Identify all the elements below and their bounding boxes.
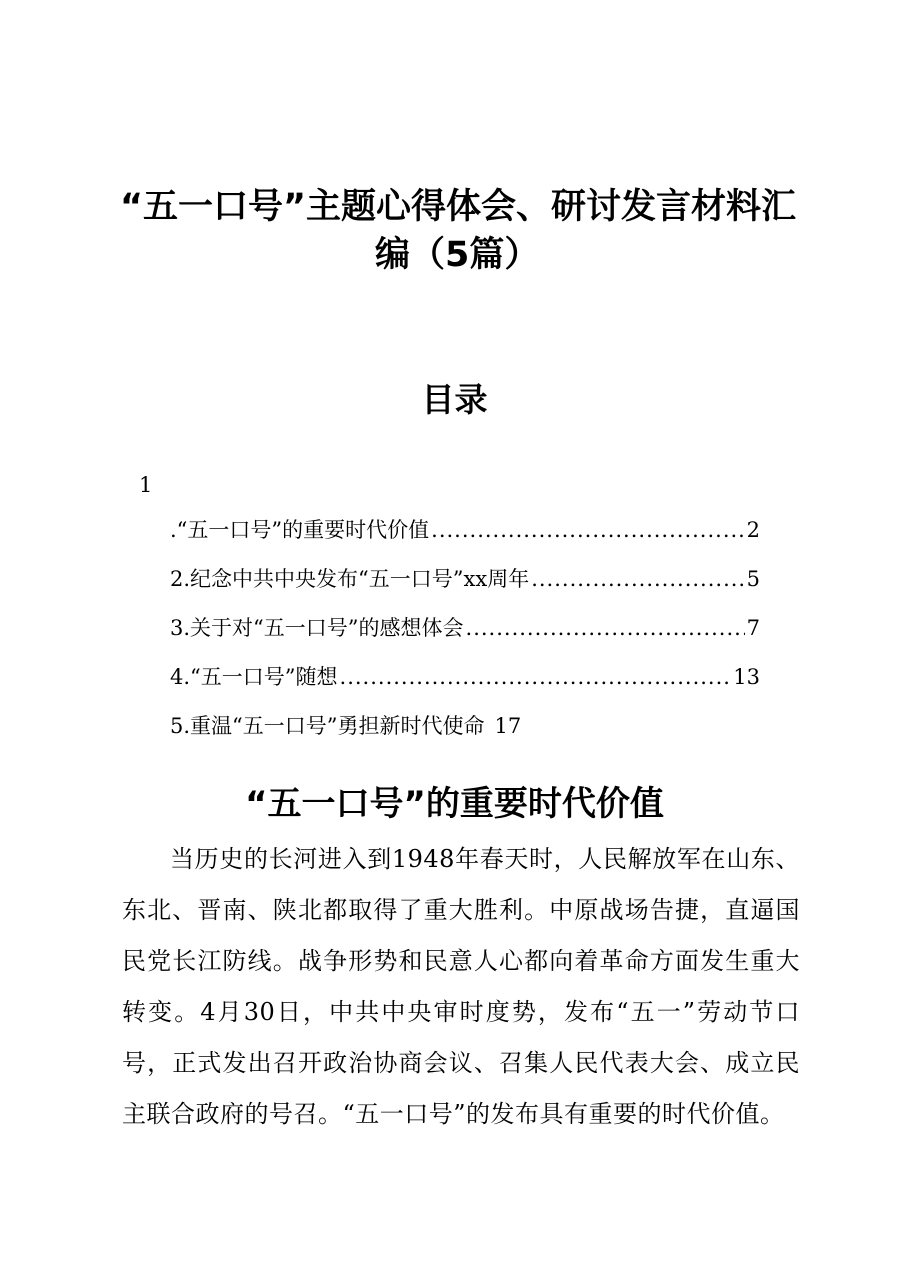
toc-entry-page: 13 [733,665,760,689]
section-paragraph: 当历史的长河进入到1948年春天时，人民解放军在山东、东北、晋南、陕北都取得了重大胜利。中原战场告捷，直逼国民党长江防线。战争形势和民意人心都向着革命方面发生重大转变。4月30日，中共中央审时度势，发布“五一”劳动节口号，正式发出召开政治协商会议、召集人民代表大会、成立民主联合政府的号召。“五一口号”的发布具有重要的时代价值。 [122,845,800,1128]
toc-leader-dots [431,512,744,548]
toc-entry-page: 5 [746,567,760,591]
section-title: “五一口号”的重要时代价值 [245,784,664,825]
toc-leader-dots [531,561,744,597]
toc-entry-label: 2.纪念中共中央发布“五一口号”xx周年 [170,567,530,591]
toc-entry-5[interactable] [170,708,760,757]
toc-heading: 目录 [421,380,488,419]
toc-entry-page: 2 [746,518,760,542]
document-title-line-2: 编（5篇） [375,235,540,276]
toc-entry-3[interactable] [170,610,760,659]
toc-entry-label: 4.“五一口号”随想 [170,665,338,689]
toc-entry-label: 5.重温“五一口号”勇担新时代使命 [170,714,485,738]
toc-leader-dots [340,659,732,695]
document-title-line-1: “五一口号”主题心得体会、研讨发言材料汇 [120,187,797,228]
toc-entry-label: 3.关于对“五一口号”的感想体会 [170,616,464,640]
toc-entry-page: 7 [746,616,760,640]
toc-number: 1 [139,473,153,497]
toc-entry-1[interactable] [170,512,760,561]
document-title [120,183,810,279]
toc-entry-page: 17 [494,714,522,738]
toc-leader-dots [466,610,745,646]
toc-entry-4[interactable] [170,659,760,708]
toc-entry-2[interactable] [170,561,760,610]
toc-entry-label: .“五一口号”的重要时代价值 [170,518,430,542]
table-of-contents [170,512,760,757]
